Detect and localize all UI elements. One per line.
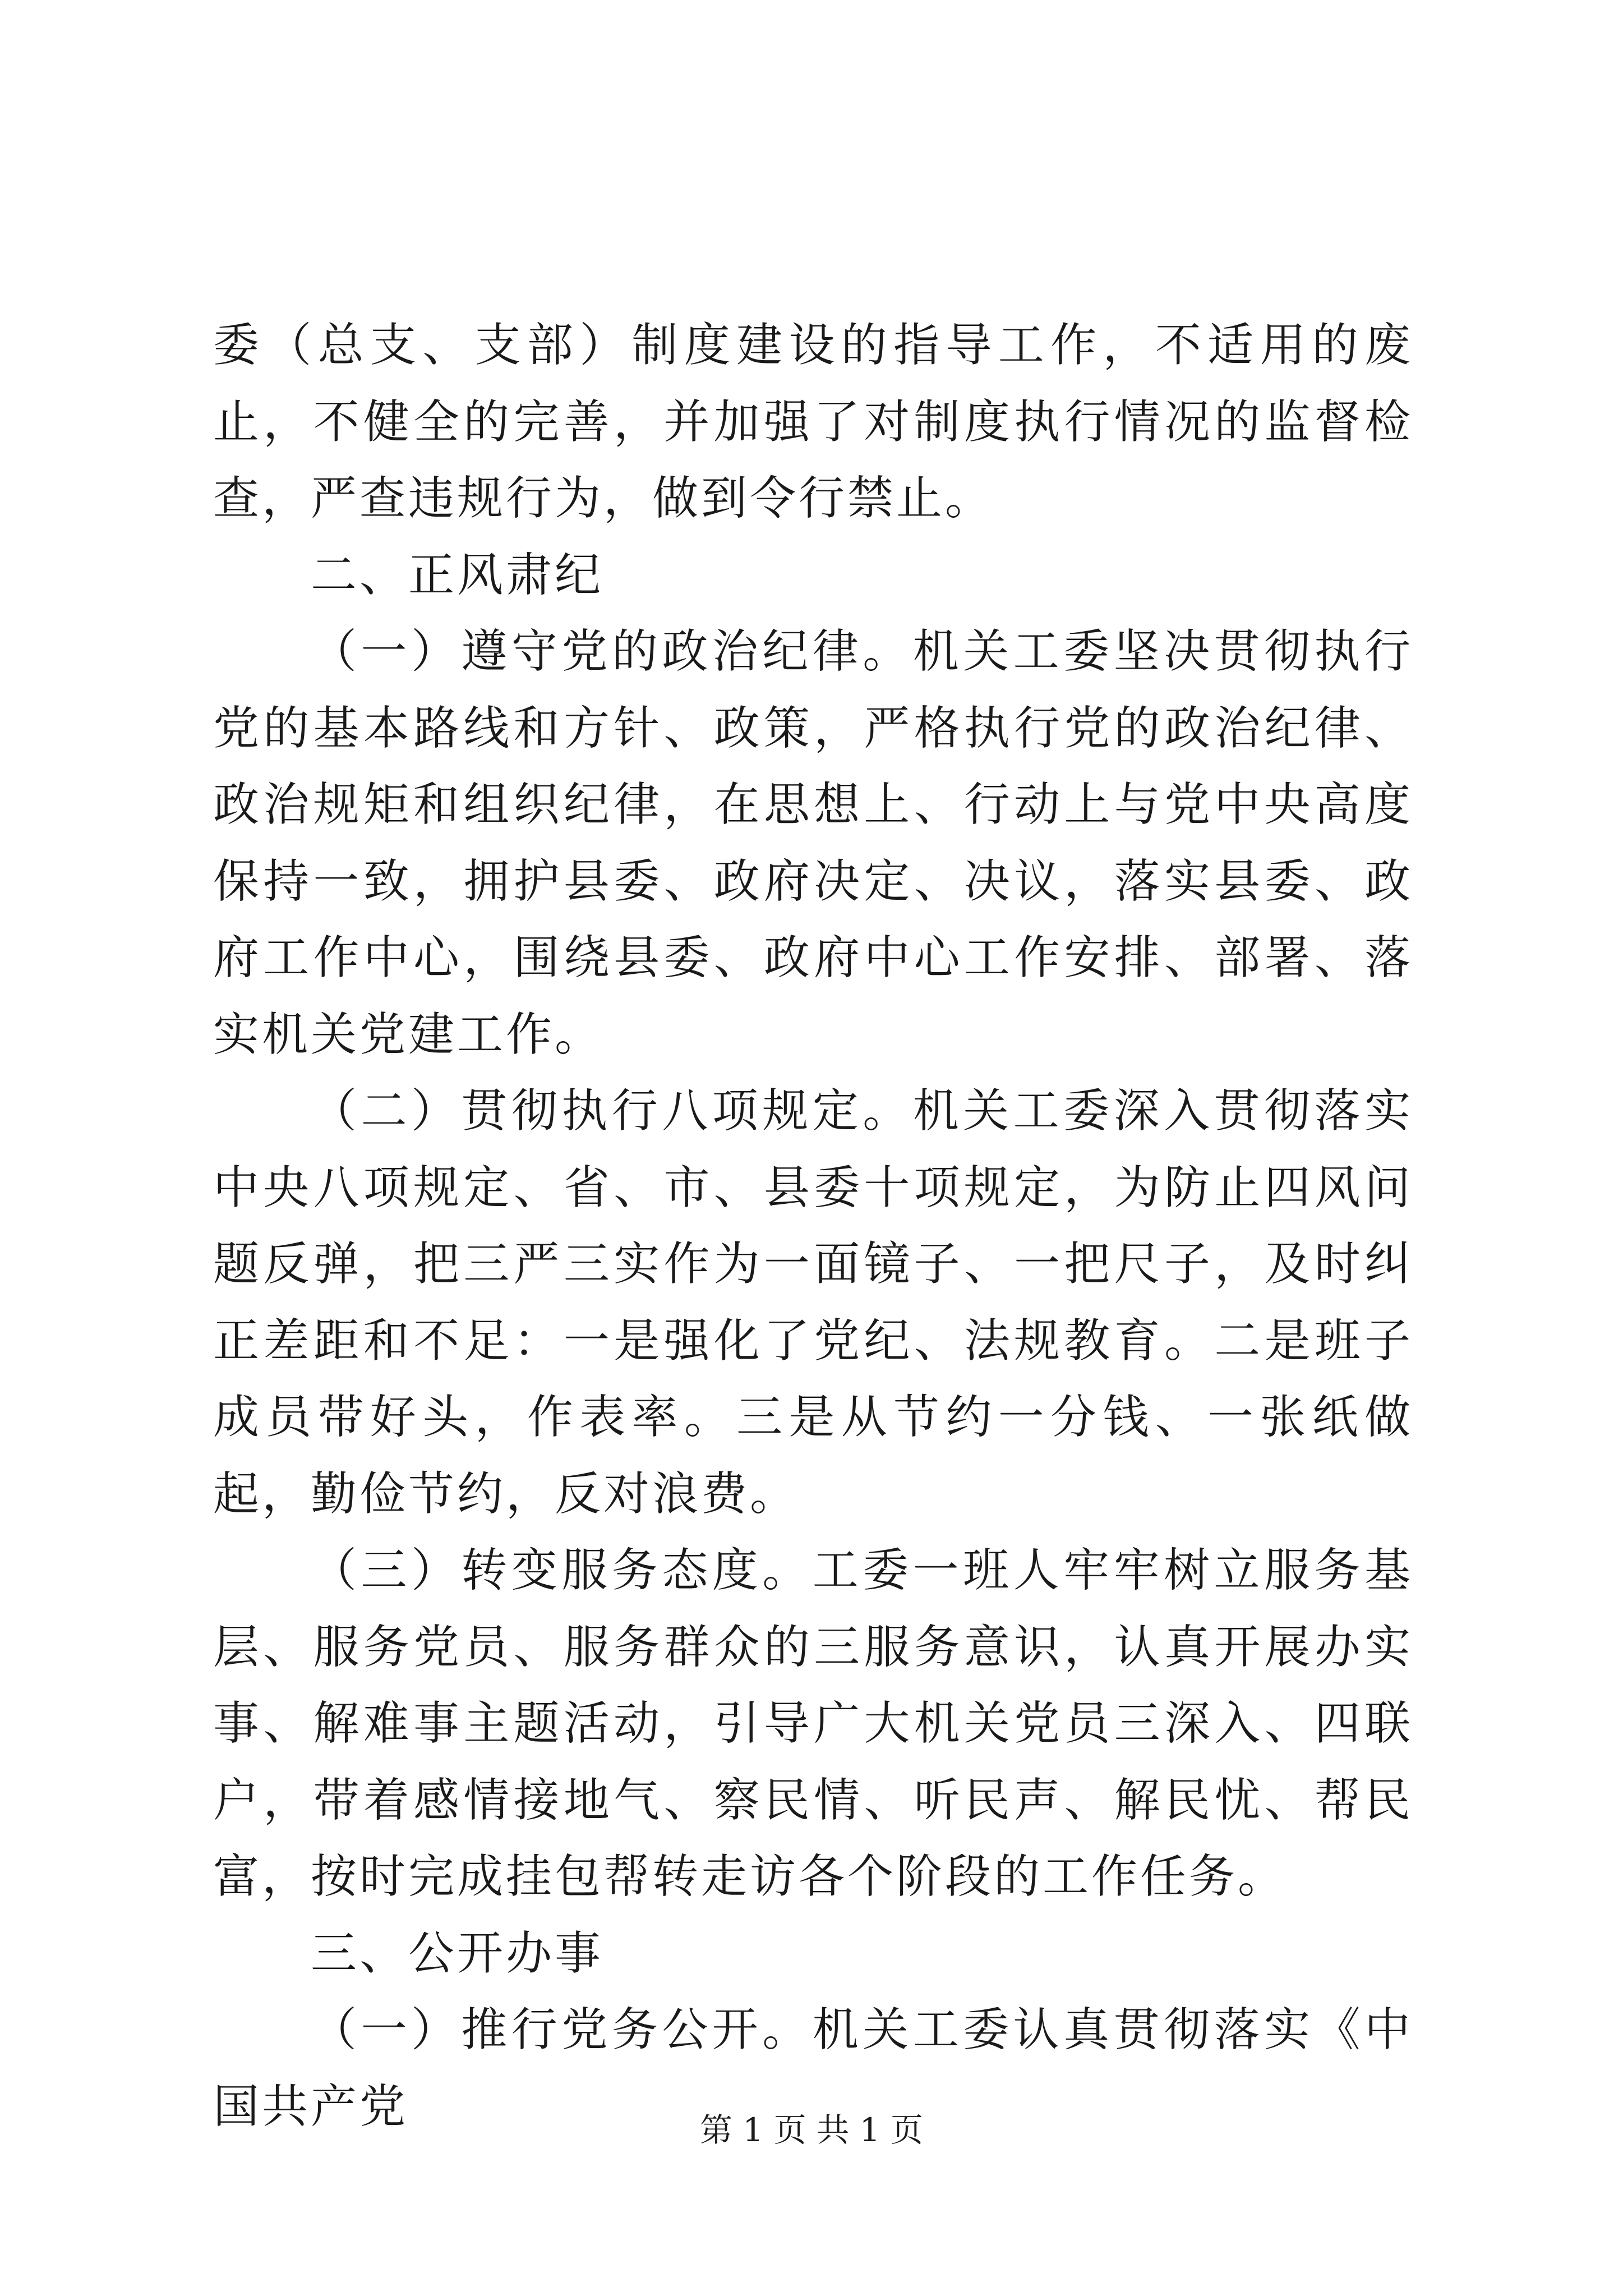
section-heading-3: 三、公开办事 xyxy=(311,1926,604,1980)
section-heading-2: 二、正风肃纪 xyxy=(311,548,604,602)
page-number-footer: 第 1 页 共 1 页 xyxy=(700,2111,923,2149)
paragraph-political-discipline: （一）遵守党的政治纪律。机关工委坚决贯彻执行党的基本路线和方针、政策，严格执行党的政治纪律、政治规矩和组织纪律，在思想上、行动上与党中央高度保持一致，拥护县委、政府决定、决议，落实县委、政府工作中心，围绕县委、政府中心工作安排、部署、落实机关党建工作。 xyxy=(213,625,1413,1061)
paragraph-continuation: 委（总支、支部）制度建设的指导工作，不适用的废止，不健全的完善，并加强了对制度执行情况的监督检查，严查违规行为，做到令行禁止。 xyxy=(213,319,1413,525)
paragraph-eight-regulations: （二）贯彻执行八项规定。机关工委深入贯彻落实中央八项规定、省、市、县委十项规定，为防止四风问题反弹，把三严三实作为一面镜子、一把尺子，及时纠正差距和不足：一是强化了党纪、法规教育。二是班子成员带好头，作表率。三是从节约一分钱、一张纸做起，勤俭节约，反对浪费。 xyxy=(213,1084,1413,1521)
paragraph-party-affairs-open: （一）推行党务公开。机关工委认真贯彻落实《中国共产党 xyxy=(213,2003,1413,2133)
document-body xyxy=(213,307,1413,2145)
paragraph-service-attitude: （三）转变服务态度。工委一班人牢牢树立服务基层、服务党员、服务群众的三服务意识，认真开展办实事、解难事主题活动，引导广大机关党员三深入、四联户，带着感情接地气、察民情、听民声、解民忧、帮民富，按时完成挂包帮转走访各个阶段的工作任务。 xyxy=(213,1544,1413,1903)
